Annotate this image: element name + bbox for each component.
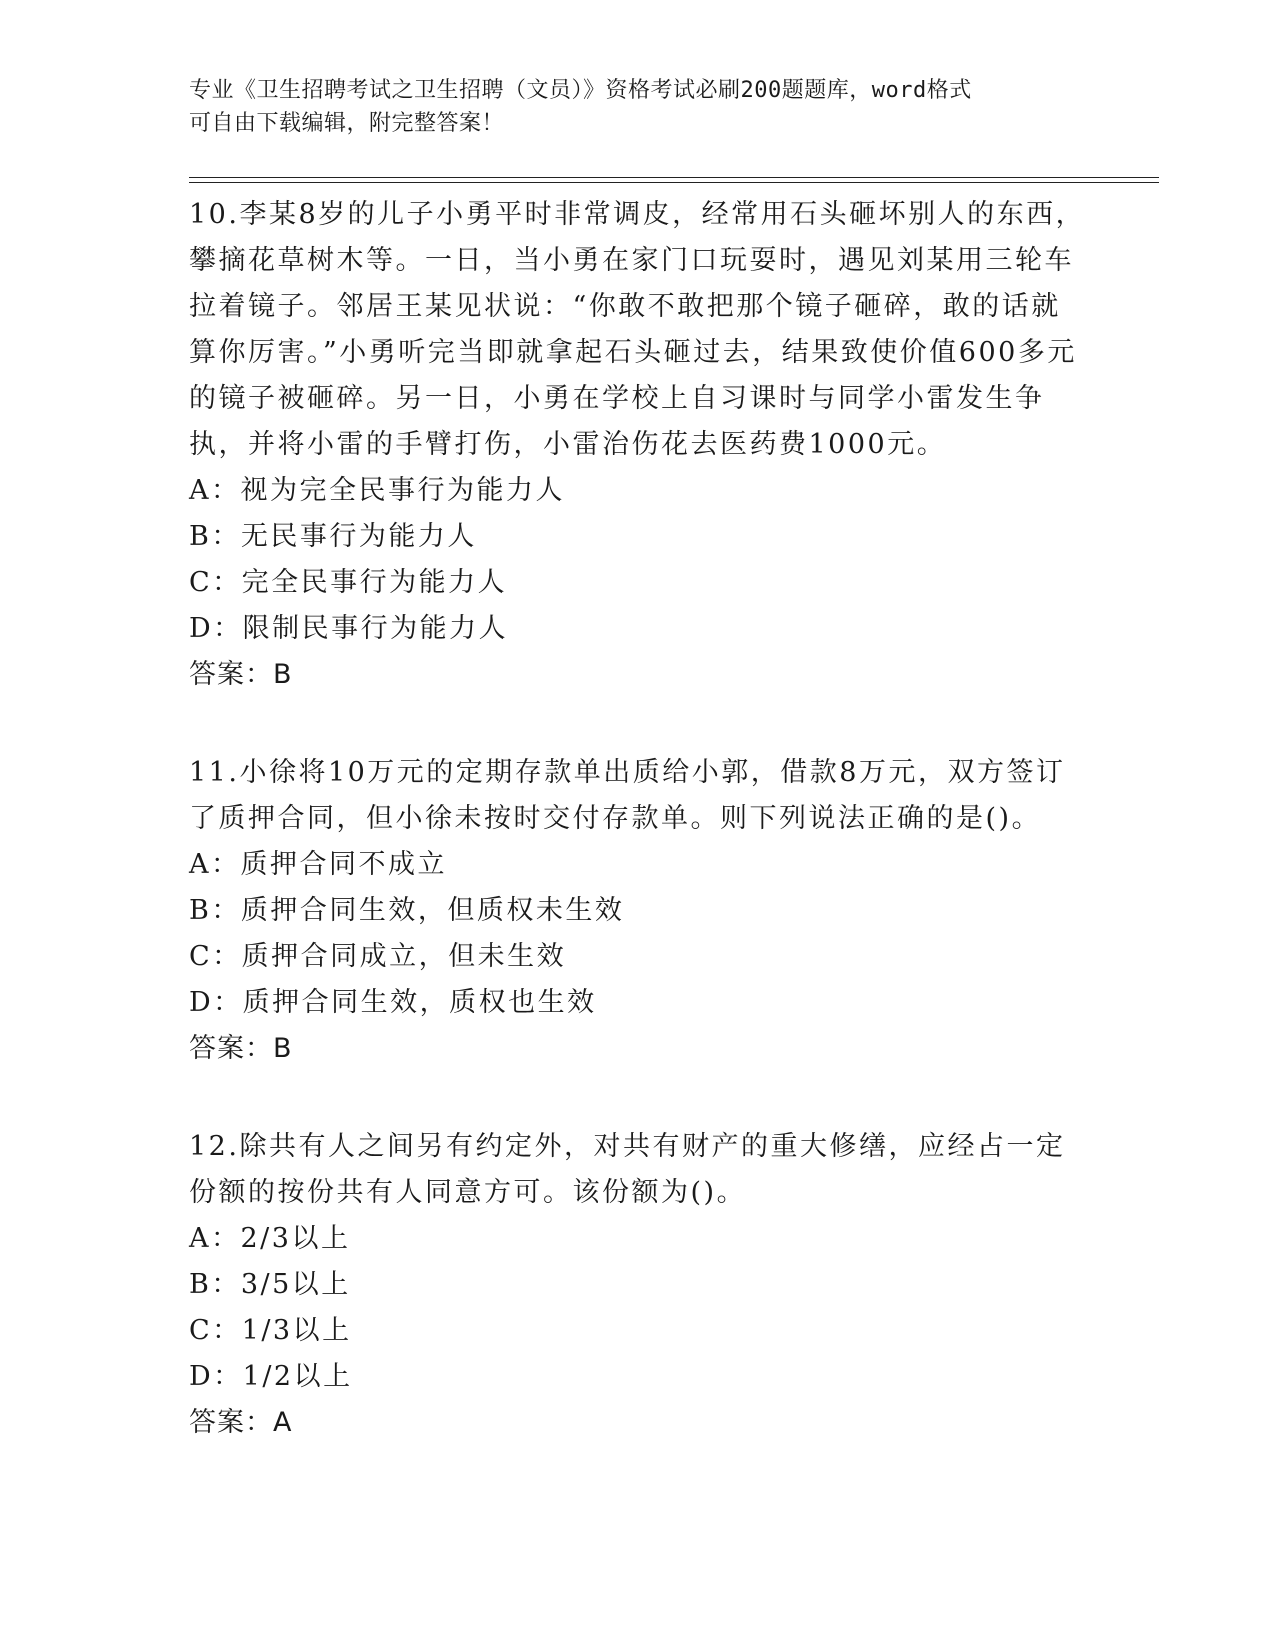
question-12 [189, 1124, 1089, 1446]
option-c: C：质押合同成立，但未生效 [189, 941, 567, 972]
option-c: C：1/3以上 [189, 1315, 352, 1346]
option-d: D：1/2以上 [189, 1361, 353, 1392]
question-list [189, 192, 1089, 1498]
header-line-1: 专业《卫生招聘考试之卫生招聘（文员）》资格考试必刷200题题库，word格式 [189, 78, 972, 103]
option-b: B：质押合同生效，但质权未生效 [189, 895, 625, 926]
option-a: A：2/3以上 [189, 1223, 351, 1254]
option-b: B：3/5以上 [189, 1269, 351, 1300]
question-10 [189, 192, 1089, 698]
document-header [189, 74, 1069, 140]
answer-line: 答案：B [189, 659, 293, 690]
question-stem: 10.李某8岁的儿子小勇平时非常调皮，经常用石头砸坏别人的东西，攀摘花草树木等。一日，当小勇在家门口玩耍时，遇见刘某用三轮车拉着镜子。邻居王某见状说：“你敢不敢把那个镜子砸碎，敢的话就算你厉害。”小勇听完当即就拿起石头砸过去，结果致使价值600多元的镜子被砸碎。另一日，小勇在学校上自习课时与同学小雷发生争执，并将小雷的手臂打伤，小雷治伤花去医药费1000元。 [189, 199, 1086, 460]
option-a: A：质押合同不成立 [189, 849, 447, 880]
option-c: C：完全民事行为能力人 [189, 567, 508, 598]
answer-line: 答案：A [189, 1407, 293, 1438]
option-b: B：无民事行为能力人 [189, 521, 477, 552]
question-11 [189, 750, 1089, 1072]
answer-line: 答案：B [189, 1033, 293, 1064]
question-stem: 12.除共有人之间另有约定外，对共有财产的重大修缮，应经占一定份额的按份共有人同意方可。该份额为()。 [189, 1131, 1066, 1208]
header-rule-top [189, 177, 1159, 178]
header-rule-bottom [189, 182, 1159, 183]
header-line-2: 可自由下载编辑，附完整答案！ [189, 111, 505, 136]
question-stem: 11.小徐将10万元的定期存款单出质给小郭，借款8万元，双方签订了质押合同，但小徐未按时交付存款单。则下列说法正确的是()。 [189, 757, 1066, 834]
option-d: D：质押合同生效，质权也生效 [189, 987, 597, 1018]
option-a: A：视为完全民事行为能力人 [189, 475, 565, 506]
option-d: D：限制民事行为能力人 [189, 613, 509, 644]
